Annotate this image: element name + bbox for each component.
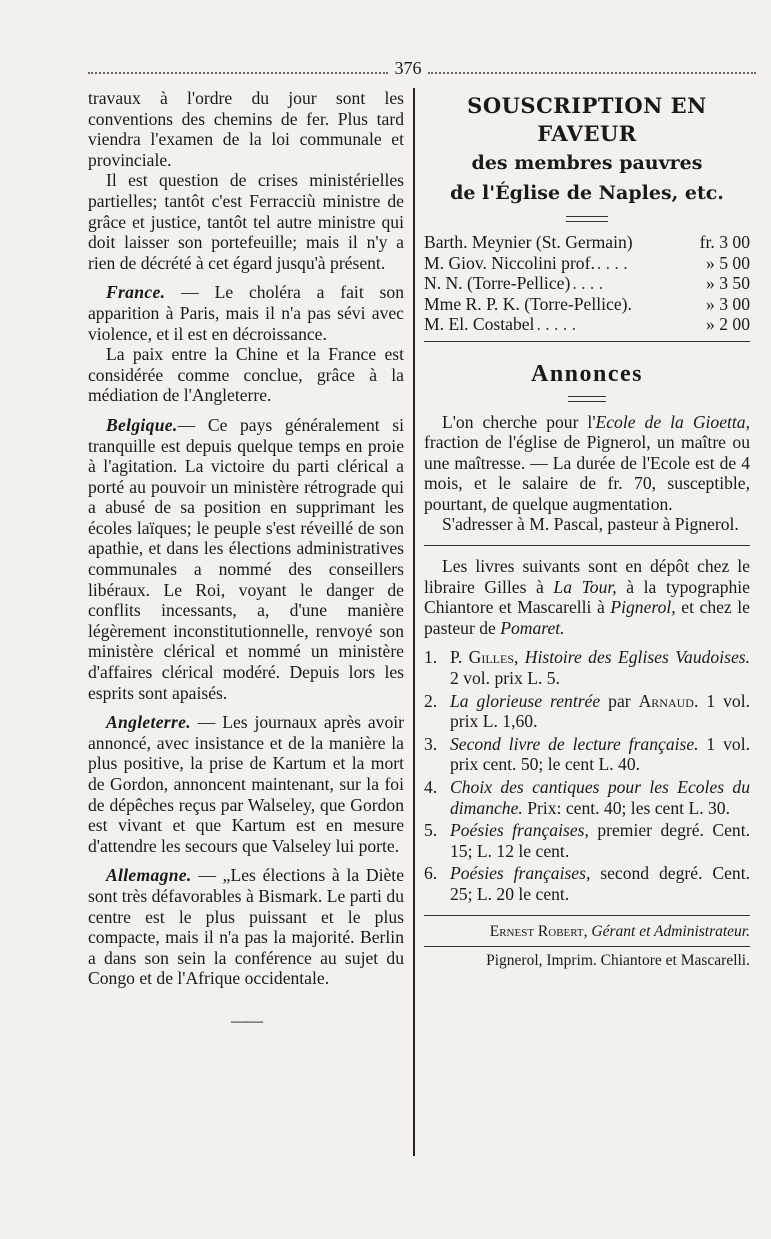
list-item: M. El. Costabel . . . . . » 2 00 — [424, 314, 750, 334]
subscription-list — [424, 232, 750, 335]
rubric-angleterre: Angleterre. — [106, 712, 191, 733]
list-item: 5. Poésies françaises, premier degré. Cent. 15; L. 12 le cent. — [424, 820, 750, 861]
allemagne-text: — „Les élections à la Diète sont très défavorables à Bismark. Le parti du centre est le plus puissant et le plus compacte, mais il n'a pas la majorité. Berlin a dans son sein la conférence au sujet du Congo et de l'Afrique occidentale. — [88, 865, 404, 989]
signature: Ernest Robert, Gérant et Administrateur. — [489, 922, 750, 940]
intro-paragraph: travaux à l'ordre du jour sont les conventions des chemins de fer. Plus tard viendra l'examen de la loi communale et provinciale. — [88, 88, 404, 170]
section-rule — [424, 545, 750, 546]
header-rule-right — [428, 72, 756, 74]
list-item: N. N. (Torre-Pellice) . . . . » 3 50 — [424, 273, 750, 293]
intro-paragraph-2: Il est question de crises ministérielles partielles; tantôt c'est Ferracciù ministre de grâce et justice, tantôt tel autre ministre qui doit laisser son portefeuille; mais il n'y a rien de décrété à cet égard jusqu'à présent. — [88, 170, 404, 273]
ad-school: L'on cherche pour l'Ecole de la Gioetta, fraction de l'église de Pignerol, un maître ou une maîtresse. — La durée de l'Ecole est de 4 mois, et le salaire de fr. 70, susceptible, pourtant, de quelque augmentation. — [424, 411, 750, 514]
section-angleterre — [88, 712, 404, 856]
list-item: Barth. Meynier (St. Germain) fr. 3 00 — [424, 232, 750, 252]
header-rule-left — [88, 72, 388, 74]
belgique-text: — Ce pays généralement si tranquille est depuis quelque temps en proie à l'agitation. La victoire du parti clérical a porté au pouvoir un ministère rétrograde qui a abusé de sa position en supprimant les écoles laïques; le peuple s'est réveillé de son apathie, et dans les élections administratives communales a nommé des conseillers libéraux. Le Roi, voyant le danger de conflits incessants, a, d'une manière légèrement inconstitutionnelle, renvoyé son ministère clérical et nommé un ministère d'affaires clérical modéré. Depuis lors les esprits sont apaisés. — [88, 414, 404, 703]
right-column — [424, 88, 750, 971]
angleterre-text: — Les journaux après avoir annoncé, avec insistance et de la manière la plus positive, la prise de Kartum et la mort de Gordon, annoncent maintenant, sur la foi de dépêches reçus par Walseley, que Gordon est vivant et que Kartum est en mesure d'attendre les secours que Valseley lui porte. — [88, 712, 404, 856]
rubric-allemagne: Allemagne. — [106, 865, 192, 886]
list-item: Mme R. P. K. (Torre-Pellice). » 3 00 — [424, 293, 750, 314]
rubric-france: France. — [106, 282, 166, 303]
imprint: Pignerol, Imprim. Chiantore et Mascarelli. — [486, 951, 750, 969]
signature-rule — [424, 915, 750, 916]
subscription-subtitle-1: des membres pauvres — [471, 152, 703, 174]
section-france — [88, 282, 404, 344]
list-item: 1. P. Gilles, Histoire des Eglises Vaudoises. 2 vol. prix L. 5. — [424, 647, 750, 689]
france-text-1: — Le choléra a fait son apparition à Paris, mais il n'a pas sévi avec violence, et il est en décroissance. — [88, 282, 404, 344]
ad-contact: S'adresser à M. Pascal, pasteur à Pignerol. — [442, 514, 739, 535]
list-item: M. Giov. Niccolini prof. . . . . » 5 00 — [424, 252, 750, 273]
left-column — [88, 88, 404, 1032]
page-header — [88, 56, 756, 84]
list-item: 2. La glorieuse rentrée par Arnaud. 1 vol. prix L. 1,60. — [424, 690, 750, 732]
france-text-2: La paix entre la Chine et la France est considérée comme conclue, grâce à la médiation de l'Angleterre. — [88, 344, 404, 406]
section-rule — [424, 341, 750, 342]
page-number: 376 — [394, 58, 422, 78]
section-allemagne — [88, 865, 404, 989]
annonces-title: Annonces — [530, 360, 644, 387]
double-rule — [568, 396, 606, 402]
ad-books-intro: Les livres suivants sont en dépôt chez le libraire Gilles à La Tour, à la typographie Chiantore et Mascarelli à Pignerol, et chez le pasteur de Pomaret. — [424, 556, 750, 638]
subscription-subtitle-2: de l'Église de Naples, etc. — [450, 182, 724, 204]
rubric-belgique: Belgique. — [106, 414, 178, 435]
subscription-title: SOUSCRIPTION EN FAVEUR — [467, 93, 707, 146]
list-item: 6. Poésies françaises, second degré. Cent. 25; L. 20 le cent. — [424, 863, 750, 904]
section-belgique — [88, 415, 404, 703]
column-divider — [413, 88, 415, 1156]
list-item: 3. Second livre de lecture française. 1 vol. prix cent. 50; le cent L. 40. — [424, 733, 750, 775]
end-mark: —— — [231, 1010, 261, 1030]
book-list — [424, 647, 750, 904]
list-item: 4. Choix des cantiques pour les Ecoles du dimanche. Prix: cent. 40; les cent L. 30. — [424, 777, 750, 818]
double-rule — [566, 216, 608, 222]
imprint-rule — [424, 946, 750, 947]
